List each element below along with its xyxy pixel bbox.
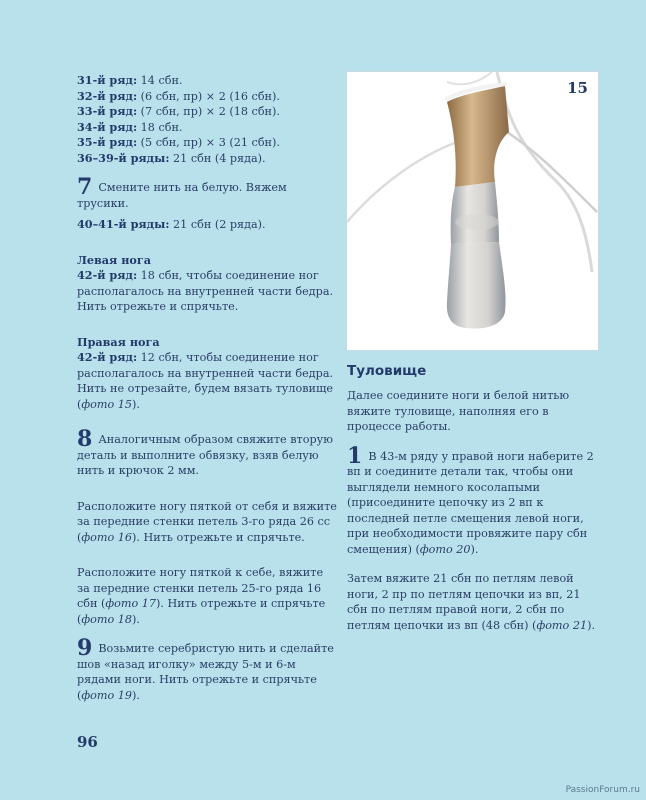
photo-ref: фото 21 — [536, 618, 588, 632]
photo-15 — [346, 71, 599, 351]
photo-ref: фото 18 — [81, 612, 133, 626]
photo-number: 15 — [567, 79, 588, 97]
row-line-36-39: 36–39-й ряды: 21 сбн (4 ряда). — [77, 150, 266, 165]
paragraph-heel-away: Расположите ногу пяткой от себя и вяжите за передние стенки петель 3-го ряда 26 сс (фото 16). Нить отрежьте и спрячьте. — [77, 499, 337, 544]
right-column — [347, 360, 597, 633]
step-1: 1 В 43-м ряду у правой ноги наберите 2 вп и соедините детали так, чтобы они выглядели немного косолапыми (присоедините цепочку из 2 вп к последней петле смещения левой ноги, при необходимости провяжите пару сбн смещения) (фото 20). — [347, 442, 594, 556]
left-column — [77, 73, 337, 703]
crochet-leg-illustration — [347, 72, 598, 350]
photo-ref: фото 16 — [81, 530, 133, 544]
page-number: 96 — [77, 733, 98, 751]
row-line-33: 33-й ряд: (7 сбн, пр) × 2 (18 сбн). — [77, 104, 280, 118]
step-7: 7 Смените нить на белую. Вяжем трусики. — [77, 174, 287, 210]
paragraph-then: Затем вяжите 21 сбн по петлям левой ноги, 2 пр по петлям цепочки из вп, 21 сбн по петлям правой ноги, 2 сбн по петлям цепочки из вп (48 сбн) (фото 21). — [347, 572, 595, 632]
row-line-32: 32-й ряд: (6 сбн, пр) × 2 (16 сбн). — [77, 88, 280, 103]
step-number: 8 — [77, 426, 93, 452]
step-number: 9 — [77, 635, 93, 661]
right-leg-title: Правая нога — [77, 334, 160, 349]
step-number: 1 — [347, 442, 363, 469]
photo-ref: фото 17 — [105, 597, 157, 610]
paragraph-heel-toward: Расположите ногу пяткой к себе, вяжите за передние стенки петель 25-го ряда 16 сбн (фото 17). Нить отрежьте и спрячьте (фото 18). — [77, 566, 326, 626]
right-leg-text: 42-й ряд: 12 сбн, чтобы соединение ног располагалось на внутренней части бедра. Нить не отрезайте, будем вязать туловище (фото 15). — [77, 350, 334, 411]
step-9: 9 Возьмите серебристую нить и сделайте шов «назад иголку» между 5-м и 6-м рядами ноги. Нить отрежьте и спрячьте (фото 19). — [77, 635, 334, 702]
section-heading: Туловище — [347, 363, 427, 379]
rows-list — [77, 73, 337, 166]
left-leg-title: Левая нога — [77, 252, 151, 267]
photo-ref: фото 19 — [81, 688, 133, 702]
step-number: 7 — [77, 174, 93, 200]
row-line-31: 31-й ряд: 14 сбн. — [77, 73, 183, 87]
intro-paragraph: Далее соедините ноги и белой нитью вяжите туловище, наполняя его в процессе работы. — [347, 389, 570, 433]
left-leg-text: 42-й ряд: 18 сбн, чтобы соединение ног располагалось на внутренней части бедра. Нить отрежьте и спрячьте. — [77, 268, 334, 313]
watermark: PassionForum.ru — [565, 785, 640, 795]
photo-ref: фото 20 — [419, 542, 471, 556]
photo-ref: фото 15 — [81, 397, 133, 411]
row-line-35: 35-й ряд: (5 сбн, пр) × 3 (21 сбн). — [77, 135, 280, 149]
row-line-40-41: 40–41-й ряды: 21 сбн (2 ряда). — [77, 217, 266, 231]
step-8: 8 Аналогичным образом свяжите вторую деталь и выполните обвязку, взяв белую нить и крючок 2 мм. — [77, 426, 333, 477]
row-line-34: 34-й ряд: 18 сбн. — [77, 119, 183, 134]
